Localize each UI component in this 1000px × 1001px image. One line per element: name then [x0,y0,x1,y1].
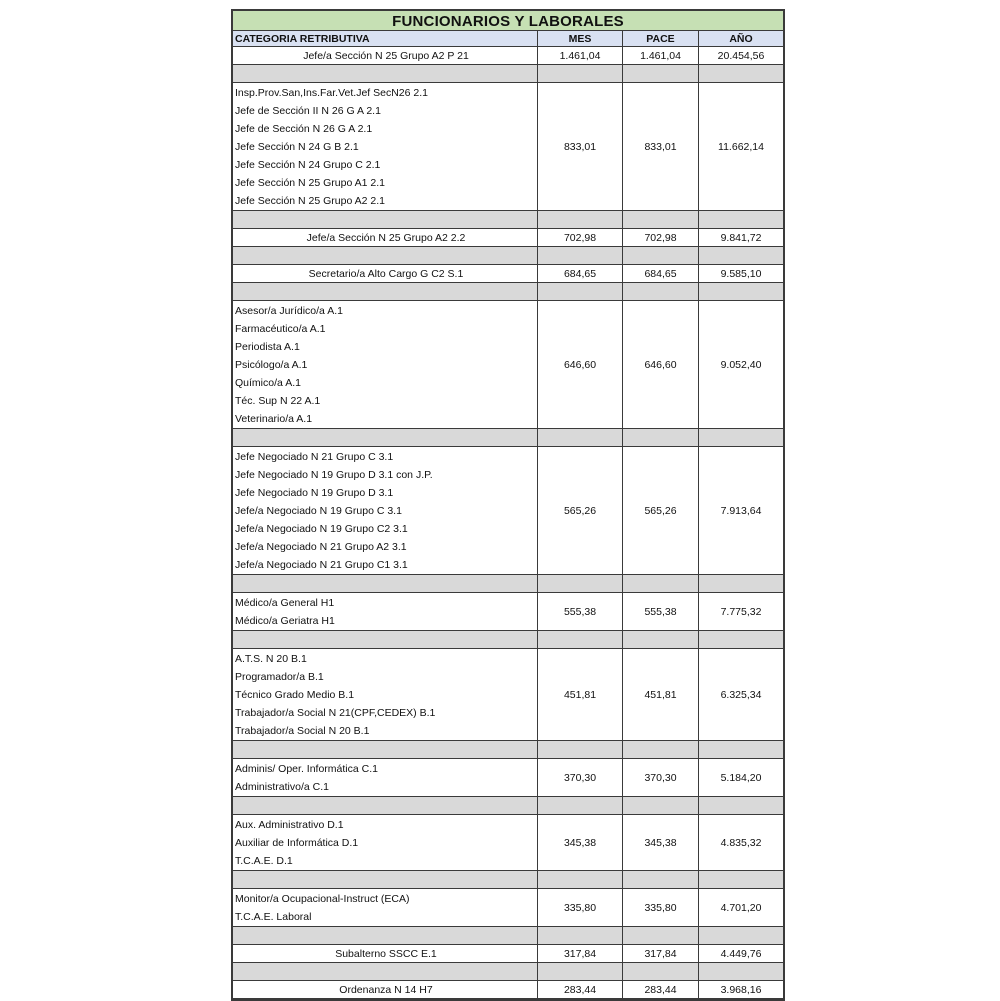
table-row [233,229,783,247]
header-pace: PACE [623,31,699,46]
header-anio: AÑO [729,32,753,45]
category-label: Trabajador/a Social N 20 B.1 [235,724,370,737]
category-label: Jefe/a Negociado N 19 Grupo C2 3.1 [235,522,408,535]
category-cell [233,265,538,282]
anio-cell: 20.454,56 [717,49,765,62]
table-row [233,265,783,283]
category-label: Aux. Administrativo D.1 [235,818,344,831]
category-label: Jefe/a Negociado N 21 Grupo C1 3.1 [235,558,408,571]
category-cell [233,229,538,246]
anio-cell: 6.325,34 [720,688,762,701]
separator-row [233,575,783,593]
pace-cell: 565,26 [623,447,699,574]
category-label: A.T.S. N 20 B.1 [235,652,307,665]
pace-cell: 370,30 [623,759,699,796]
anio-cell: 4.835,32 [720,836,762,849]
table-title: FUNCIONARIOS Y LABORALES [233,9,783,31]
mes-cell: 833,01 [538,83,623,210]
separator-cell [233,797,538,814]
category-label: Químico/a A.1 [235,376,301,389]
category-cell [233,981,538,998]
salary-table [231,9,785,1001]
pace-cell: 646,60 [623,301,699,428]
category-label: T.C.A.E. D.1 [235,854,293,867]
separator-cell [623,927,699,944]
separator-cell [538,211,623,228]
category-label: T.C.A.E. Laboral [235,910,312,923]
anio-cell: 4.449,76 [720,947,762,960]
separator-row [233,211,783,229]
category-cell [233,593,538,630]
category-cell [233,889,538,926]
separator-row [233,65,783,83]
separator-cell [623,211,699,228]
separator-cell [538,631,623,648]
mes-cell: 684,65 [538,265,623,282]
table-row [233,83,783,211]
separator-cell [538,927,623,944]
separator-cell [233,429,538,446]
separator-cell [233,283,538,300]
category-label: Monitor/a Ocupacional-Instruct (ECA) [235,892,410,905]
table-row [233,649,783,741]
mes-cell: 317,84 [538,945,623,962]
category-label: Psicólogo/a A.1 [235,358,308,371]
mes-cell: 1.461,04 [538,47,623,64]
pace-cell: 702,98 [623,229,699,246]
mes-cell: 283,44 [538,981,623,998]
category-label: Ordenanza N 14 H7 [339,983,433,996]
separator-row [233,927,783,945]
separator-row [233,631,783,649]
header-categoria: CATEGORIA RETRIBUTIVA [233,31,538,46]
separator-cell [233,247,538,264]
separator-cell [623,797,699,814]
mes-cell: 451,81 [538,649,623,740]
separator-cell [623,741,699,758]
category-label: Adminis/ Oper. Informática C.1 [235,762,378,775]
separator-cell [538,575,623,592]
separator-cell [623,631,699,648]
separator-cell [233,963,538,980]
separator-row [233,247,783,265]
separator-cell [623,871,699,888]
pace-cell: 317,84 [623,945,699,962]
separator-cell [623,963,699,980]
category-cell [233,301,538,428]
table-header-row [233,31,783,47]
separator-cell [538,65,623,82]
category-cell [233,649,538,740]
separator-row [233,797,783,815]
category-cell [233,945,538,962]
separator-cell [699,575,783,592]
mes-cell: 335,80 [538,889,623,926]
separator-row [233,871,783,889]
anio-cell: 5.184,20 [720,771,762,784]
anio-cell: 7.775,32 [720,605,762,618]
separator-cell [699,65,783,82]
separator-cell [233,741,538,758]
separator-cell [538,283,623,300]
category-label: Jefe Sección N 24 G B 2.1 [235,140,359,153]
separator-row [233,741,783,759]
table-row [233,945,783,963]
separator-cell [623,247,699,264]
separator-row [233,283,783,301]
separator-cell [699,927,783,944]
category-label: Técnico Grado Medio B.1 [235,688,355,701]
pace-cell: 1.461,04 [623,47,699,64]
category-cell [233,83,538,210]
table-row [233,981,783,999]
separator-cell [699,797,783,814]
mes-cell: 345,38 [538,815,623,870]
anio-cell: 7.913,64 [720,504,762,517]
pace-cell: 335,80 [623,889,699,926]
category-label: Jefe Sección N 25 Grupo A1 2.1 [235,176,386,189]
category-label: Jefe Sección N 24 Grupo C 2.1 [235,158,381,171]
separator-cell [233,871,538,888]
category-label: Téc. Sup N 22 A.1 [235,394,321,407]
separator-cell [538,871,623,888]
category-label: Periodista A.1 [235,340,300,353]
table-row [233,889,783,927]
separator-cell [623,429,699,446]
category-label: Jefe Sección N 25 Grupo A2 2.1 [235,194,386,207]
category-cell [233,759,538,796]
anio-cell: 9.841,72 [720,231,762,244]
category-label: Farmacéutico/a A.1 [235,322,326,335]
pace-cell: 555,38 [623,593,699,630]
table-row [233,815,783,871]
table-body [233,47,783,999]
pace-cell: 833,01 [623,83,699,210]
anio-cell: 3.968,16 [720,983,762,996]
category-label: Médico/a General H1 [235,596,335,609]
mes-cell: 565,26 [538,447,623,574]
category-label: Insp.Prov.San,Ins.Far.Vet.Jef SecN26 2.1 [235,86,428,99]
category-label: Secretario/a Alto Cargo G C2 S.1 [308,267,464,280]
separator-cell [623,575,699,592]
pace-cell: 345,38 [623,815,699,870]
category-label: Médico/a Geriatra H1 [235,614,335,627]
separator-cell [233,631,538,648]
anio-cell: 4.701,20 [720,901,762,914]
category-cell [233,447,538,574]
separator-cell [699,283,783,300]
category-label: Subalterno SSCC E.1 [335,947,437,960]
table-row [233,759,783,797]
separator-cell [699,631,783,648]
separator-cell [538,963,623,980]
separator-cell [233,927,538,944]
separator-cell [699,871,783,888]
separator-cell [233,575,538,592]
separator-cell [699,429,783,446]
separator-cell [699,211,783,228]
separator-cell [699,963,783,980]
category-label: Jefe Negociado N 19 Grupo D 3.1 con J.P. [235,468,433,481]
table-row [233,593,783,631]
anio-cell: 9.585,10 [720,267,762,280]
separator-cell [233,65,538,82]
separator-cell [538,429,623,446]
category-label: Jefe Negociado N 21 Grupo C 3.1 [235,450,394,463]
category-label: Asesor/a Jurídico/a A.1 [235,304,343,317]
separator-cell [699,247,783,264]
pace-cell: 283,44 [623,981,699,998]
mes-cell: 646,60 [538,301,623,428]
separator-row [233,429,783,447]
separator-cell [233,211,538,228]
pace-cell: 451,81 [623,649,699,740]
mes-cell: 702,98 [538,229,623,246]
separator-cell [538,797,623,814]
category-label: Programador/a B.1 [235,670,324,683]
category-label: Jefe/a Sección N 25 Grupo A2 P 21 [303,49,469,62]
anio-cell: 9.052,40 [720,358,762,371]
table-row [233,447,783,575]
mes-cell: 555,38 [538,593,623,630]
mes-cell: 370,30 [538,759,623,796]
header-mes: MES [538,31,623,46]
category-label: Auxiliar de Informática D.1 [235,836,359,849]
separator-cell [538,247,623,264]
category-label: Trabajador/a Social N 21(CPF,CEDEX) B.1 [235,706,436,719]
pace-cell: 684,65 [623,265,699,282]
anio-cell: 11.662,14 [718,140,764,153]
category-label: Jefe/a Sección N 25 Grupo A2 2.2 [306,231,466,244]
category-cell [233,47,538,64]
category-label: Veterinario/a A.1 [235,412,313,425]
category-cell [233,815,538,870]
separator-row [233,963,783,981]
separator-cell [623,65,699,82]
table-row [233,301,783,429]
table-row [233,47,783,65]
category-label: Jefe de Sección N 26 G A 2.1 [235,122,373,135]
separator-cell [623,283,699,300]
separator-cell [699,741,783,758]
category-label: Jefe/a Negociado N 21 Grupo A2 3.1 [235,540,407,553]
category-label: Jefe de Sección II N 26 G A 2.1 [235,104,381,117]
separator-cell [538,741,623,758]
category-label: Administrativo/a C.1 [235,780,329,793]
category-label: Jefe/a Negociado N 19 Grupo C 3.1 [235,504,402,517]
category-label: Jefe Negociado N 19 Grupo D 3.1 [235,486,394,499]
